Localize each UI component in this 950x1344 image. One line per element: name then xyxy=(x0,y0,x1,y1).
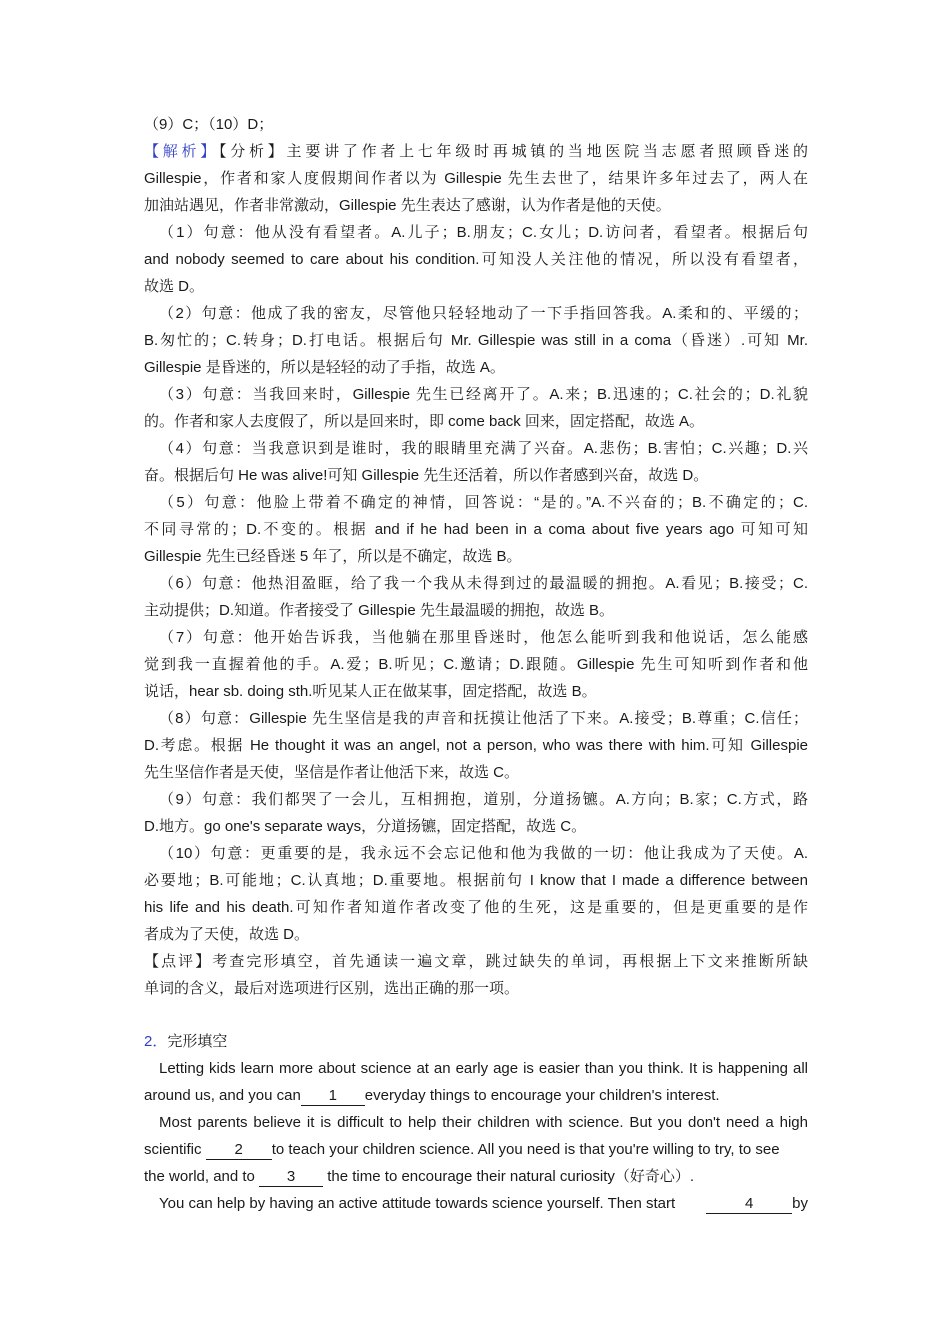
item-10-line-3: his life and his death.可知作者知道作者改变了他的生死，这是重要的，但是更重要的是作 xyxy=(144,899,808,916)
section-2-heading xyxy=(144,1031,808,1053)
passage-p2-line-2: scientific 2 to teach your children science. All you need is that you're willing to try, to see xyxy=(144,1141,780,1158)
item-3-line-2: 的。作者和家人去度假了，所以是回来时，即 come back 回来，固定搭配，故选 A。 xyxy=(144,413,705,430)
item-2-line-3: Gillespie 是昏迷的，所以是轻轻的动了手指，故选 A。 xyxy=(144,359,505,376)
section-title: 完形填空 xyxy=(167,1033,228,1050)
passage-p2-line-1: Most parents believe it is difficult to help their children with science. But you don't need a high xyxy=(159,1114,808,1131)
item-4-line-2: 奋。根据后句 He was alive!可知 Gillespie 先生还活着，所以作者感到兴奋，故选 D。 xyxy=(144,467,709,484)
analysis-tag: 【解析】 xyxy=(144,143,220,160)
blank-4: 4 xyxy=(706,1195,792,1214)
passage-p2-line-3: the world, and to 3 the time to encourage their natural curiosity（好奇心）. xyxy=(144,1168,695,1185)
section-number: 2． xyxy=(144,1033,168,1050)
item-8-line-2: D.考虑。根据 He thought it was an angel, not a person, who was there with him.可知 Gillespie xyxy=(144,737,808,754)
answer-row: （9）C；（10）D； xyxy=(144,116,274,133)
item-1-line-1: （1）句意：他从没有看望者。A.儿子；B.朋友；C.女儿；D.访问者，看望者。根据后句 xyxy=(159,224,808,241)
item-10-line-4: 者成为了天使，故选 D。 xyxy=(144,926,310,943)
blank-1: 1 xyxy=(301,1087,365,1106)
item-8-line-1: （8）句意：Gillespie 先生坚信是我的声音和抚摸让他活了下来。A.接受；B.尊重；C.信任； xyxy=(159,710,808,727)
passage-p3-line-1: You can help by having an active attitude towards science yourself. Then start 4 by xyxy=(159,1195,808,1212)
passage-p1-line-2: around us, and you can 1 everyday things to encourage your children's interest. xyxy=(144,1087,720,1104)
blank-2: 2 xyxy=(206,1141,272,1160)
item-10-line-2: 必要地；B.可能地；C.认真地；D.重要地。根据前句 I know that I made a difference between xyxy=(144,872,808,889)
item-10-line-1: （10）句意：更重要的是，我永远不会忘记他和他为我做的一切：他让我成为了天使。A. xyxy=(159,845,808,862)
item-1-line-3: 故选 D。 xyxy=(144,278,205,295)
item-6-line-1: （6）句意：他热泪盈眶，给了我一个我从未得到过的最温暖的拥抱。A.看见；B.接受；C. xyxy=(159,575,808,592)
item-6-line-2: 主动提供；D.知道。作者接受了 Gillespie 先生最温暖的拥抱，故选 B。 xyxy=(144,602,615,619)
item-8-line-3: 先生坚信作者是天使，坚信是作者让他活下来，故选 C。 xyxy=(144,764,520,781)
item-9-line-1: （9）句意：我们都哭了一会儿，互相拥抱，道别，分道扬镳。A.方向；B.家；C.方式，路 xyxy=(159,791,808,808)
item-2-line-2: B.匆忙的；C.转身；D.打电话。根据后句 Mr. Gillespie was still in a coma（昏迷）.可知 Mr. xyxy=(144,332,808,349)
analysis-line-3: 加油站遇见，作者非常激动，Gillespie 先生表达了感谢，认为作者是他的天使。 xyxy=(144,197,671,214)
analysis-line-1: 【解析】【分析】主要讲了作者上七年级时再城镇的当地医院当志愿者照顾昏迷的 xyxy=(144,143,808,160)
item-3-line-1: （3）句意：当我回来时，Gillespie 先生已经离开了。A.来；B.迅速的；C.社会的；D.礼貌 xyxy=(159,386,808,403)
item-2-line-1: （2）句意：他成了我的密友，尽管他只轻轻地动了一下手指回答我。A.柔和的、平缓的； xyxy=(159,305,808,322)
item-7-line-2: 觉到我一直握着他的手。A.爱；B.听见；C.邀请；D.跟随。Gillespie 先生可知听到作者和他 xyxy=(144,656,808,673)
item-7-line-1: （7）句意：他开始告诉我，当他躺在那里昏迷时，他怎么能听到我和他说话，怎么能感 xyxy=(159,629,808,646)
analysis-line-2: Gillespie，作者和家人度假期间作者以为 Gillespie 先生去世了，结果许多年过去了，两人在 xyxy=(144,170,808,187)
item-9-line-2: D.地方。go one's separate ways，分道扬镳，固定搭配，故选 C。 xyxy=(144,818,587,835)
comment-line-1: 【点评】考查完形填空，首先通读一遍文章，跳过缺失的单词，再根据上下文来推断所缺 xyxy=(144,953,808,970)
passage-p1-line-1: Letting kids learn more about science at an early age is easier than you think. It is happening all xyxy=(159,1060,808,1077)
blank-3: 3 xyxy=(259,1168,323,1187)
item-5-line-1: （5）句意：他脸上带着不确定的神情，回答说：“是的。”A.不兴奋的；B.不确定的；C. xyxy=(159,494,808,511)
item-1-line-2: and nobody seemed to care about his condition.可知没人关注他的情况，所以没有看望者， xyxy=(144,251,808,268)
item-7-line-3: 说话，hear sb. doing sth.听见某人正在做某事，固定搭配，故选 B。 xyxy=(144,683,597,700)
item-5-line-3: Gillespie 先生已经昏迷 5 年了，所以是不确定，故选 B。 xyxy=(144,548,522,565)
item-5-line-2: 不同寻常的；D.不变的。根据 and if he had been in a coma about five years ago 可知可知 xyxy=(144,521,808,538)
item-4-line-1: （4）句意：当我意识到是谁时，我的眼睛里充满了兴奋。A.悲伤；B.害怕；C.兴趣；D.兴 xyxy=(159,440,808,457)
comment-line-2: 单词的含义，最后对选项进行区别，选出正确的那一项。 xyxy=(144,980,520,997)
